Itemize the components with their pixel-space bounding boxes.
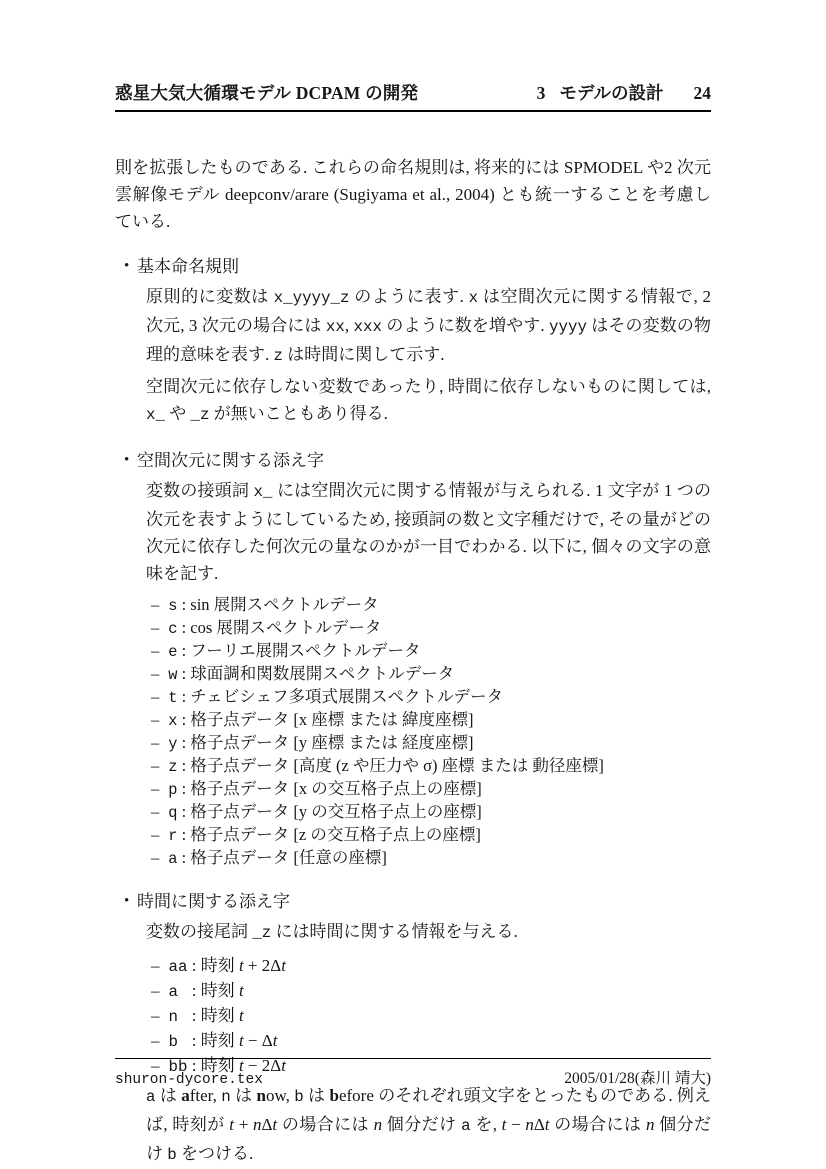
list-item bbox=[151, 617, 711, 640]
item-desc bbox=[190, 618, 381, 637]
dash-icon: – bbox=[151, 756, 160, 775]
bold-run: a bbox=[181, 1086, 190, 1105]
paragraph bbox=[146, 477, 711, 587]
text-run: cos 展開スペクトルデータ bbox=[190, 618, 382, 637]
list-item bbox=[151, 778, 711, 801]
code-run: b bbox=[294, 1088, 304, 1106]
item-key: x bbox=[168, 712, 178, 730]
code-run: x_ bbox=[146, 406, 165, 424]
code-run: _z bbox=[190, 406, 210, 424]
dash-icon: – bbox=[151, 1056, 160, 1075]
code-run: a bbox=[461, 1117, 471, 1135]
document-title: 惑星大気大循環モデル DCPAM の開発 bbox=[115, 83, 419, 103]
footer-rule bbox=[115, 1058, 711, 1059]
item-desc bbox=[190, 779, 482, 798]
math-run: n bbox=[645, 1115, 655, 1134]
text-run: 時刻 bbox=[200, 1006, 239, 1025]
item-desc bbox=[201, 956, 286, 975]
bullet-icon: • bbox=[124, 258, 130, 274]
item-key: w bbox=[168, 666, 178, 684]
list-item bbox=[151, 824, 711, 847]
text-run: 時刻 bbox=[200, 1031, 239, 1050]
text-run: 格子点データ [高度 (z や圧力や σ) 座標 または 動径座標] bbox=[190, 756, 604, 775]
text-run: 格子点データ [x の交互格子点上の座標] bbox=[190, 779, 482, 798]
item-key: c bbox=[168, 620, 178, 638]
text-run: はその変数の物理的意味を表す. bbox=[146, 316, 712, 364]
dash-icon: – bbox=[151, 825, 160, 844]
bullet-head bbox=[115, 447, 711, 474]
item-desc bbox=[190, 664, 454, 683]
item-desc bbox=[190, 825, 481, 844]
list-item bbox=[151, 801, 711, 824]
text-run: sin 展開スペクトルデータ bbox=[190, 595, 379, 614]
text-run: 個分だけ bbox=[382, 1115, 462, 1134]
item-desc bbox=[190, 802, 482, 821]
bullet-icon: • bbox=[124, 893, 130, 909]
math-run: n bbox=[525, 1115, 534, 1134]
item-key: b bbox=[168, 1033, 178, 1051]
dash-icon: – bbox=[151, 618, 160, 637]
text-run: 変数の接頭詞 bbox=[146, 481, 254, 500]
text-run: は bbox=[155, 1086, 182, 1105]
text-run: の場合には bbox=[277, 1115, 374, 1134]
text-run: は bbox=[230, 1086, 257, 1105]
text-run: を, bbox=[470, 1115, 502, 1134]
dash-icon: – bbox=[151, 1006, 160, 1025]
text-run: の場合には bbox=[549, 1115, 646, 1134]
math-run: t bbox=[238, 1056, 244, 1075]
dash-icon: – bbox=[151, 595, 160, 614]
item-desc bbox=[190, 733, 473, 752]
item-colon: : bbox=[187, 1056, 201, 1075]
item-key: e bbox=[168, 643, 178, 661]
text-run: 時刻 bbox=[200, 981, 239, 1000]
text-run: 時刻 bbox=[200, 1056, 239, 1075]
text-run: 格子点データ [x 座標 または 緯度座標] bbox=[190, 710, 474, 729]
item-key: aa bbox=[168, 958, 188, 976]
bullet-title: 空間次元に関する添え字 bbox=[137, 451, 324, 470]
item-desc bbox=[190, 710, 473, 729]
text-run: − Δ bbox=[243, 1031, 273, 1050]
text-run: , bbox=[344, 316, 354, 335]
text-run: 原則的に変数は bbox=[146, 287, 274, 306]
code-run: a bbox=[146, 1088, 156, 1106]
list-item bbox=[151, 686, 711, 709]
math-run: n bbox=[252, 1115, 262, 1134]
text-run: ow, bbox=[265, 1086, 295, 1105]
item-key: z bbox=[168, 758, 178, 776]
item-colon: : bbox=[177, 687, 191, 706]
text-run: 格子点データ [y の交互格子点上の座標] bbox=[190, 802, 482, 821]
list-item bbox=[151, 979, 711, 1004]
math-run: t bbox=[544, 1115, 550, 1134]
text-run: フーリエ展開スペクトルデータ bbox=[190, 641, 421, 660]
text-run: 格子点データ [z の交互格子点上の座標] bbox=[190, 825, 481, 844]
section-title: モデルの設計 bbox=[559, 83, 664, 103]
dash-icon: – bbox=[151, 848, 160, 867]
dash-icon: – bbox=[151, 664, 160, 683]
item-desc bbox=[190, 848, 387, 867]
bullet-item bbox=[115, 447, 711, 870]
text-run: 変数の接尾詞 bbox=[146, 922, 253, 941]
math-run: n bbox=[373, 1115, 383, 1134]
item-colon: : bbox=[177, 710, 191, 729]
bullet-head bbox=[115, 888, 711, 915]
item-desc bbox=[201, 1031, 278, 1050]
bullet-body bbox=[146, 283, 711, 429]
text-run: は空間次元に関する情報で, 2 次元, 3 次元の場合には bbox=[146, 287, 712, 335]
item-key: p bbox=[168, 781, 178, 799]
math-run: t bbox=[238, 956, 244, 975]
math-run: t bbox=[272, 1031, 278, 1050]
item-colon: : bbox=[177, 779, 191, 798]
text-run: 時刻 bbox=[200, 956, 239, 975]
item-desc bbox=[190, 641, 420, 660]
item-colon: : bbox=[177, 664, 191, 683]
text-run: fter, bbox=[189, 1086, 222, 1105]
item-desc bbox=[201, 1006, 244, 1025]
dash-icon: – bbox=[151, 710, 160, 729]
math-run: t bbox=[272, 1115, 278, 1134]
item-colon: : bbox=[187, 956, 201, 975]
text-run: が無いこともあり得る. bbox=[209, 404, 388, 423]
bullet-body bbox=[146, 918, 711, 1169]
page-number: 24 bbox=[693, 83, 711, 103]
bullet-title: 時間に関する添え字 bbox=[137, 892, 290, 911]
code-run: xx bbox=[325, 318, 345, 336]
text-run: efore のそれぞれ頭文字をとったものである. 例えば, 時刻が bbox=[146, 1086, 711, 1134]
math-run: t bbox=[281, 1056, 286, 1075]
item-key: n bbox=[168, 1008, 178, 1026]
item-desc bbox=[190, 756, 604, 775]
math-run: t bbox=[238, 1031, 244, 1050]
dash-icon: – bbox=[151, 956, 160, 975]
item-desc bbox=[201, 981, 244, 1000]
dash-icon: – bbox=[151, 981, 160, 1000]
item-key: t bbox=[168, 689, 178, 707]
dash-icon: – bbox=[151, 641, 160, 660]
code-run: xxx bbox=[353, 318, 382, 336]
bullet-head bbox=[115, 253, 711, 280]
text-run: チェビシェフ多項式展開スペクトルデータ bbox=[190, 687, 503, 706]
footer-date-author: 2005/01/28(森川 靖大) bbox=[564, 1070, 711, 1087]
page-footer bbox=[115, 1058, 711, 1088]
page-header bbox=[115, 82, 711, 104]
dash-icon: – bbox=[151, 733, 160, 752]
code-run: z bbox=[273, 347, 283, 365]
math-run: t bbox=[238, 1006, 244, 1025]
item-colon: : bbox=[177, 618, 191, 637]
code-run: x bbox=[468, 289, 479, 307]
text-run: − bbox=[506, 1115, 526, 1134]
list-item bbox=[151, 709, 711, 732]
text-run: をつける. bbox=[176, 1144, 254, 1163]
bold-run: n bbox=[256, 1086, 266, 1105]
bullet-body bbox=[146, 477, 711, 870]
item-colon: : bbox=[187, 1006, 201, 1025]
item-colon: : bbox=[177, 848, 191, 867]
item-key: r bbox=[168, 827, 178, 845]
text-run: + 2Δ bbox=[243, 956, 282, 975]
list-item bbox=[151, 640, 711, 663]
bullet-item bbox=[115, 253, 711, 429]
text-run: には時間に関する情報を与える. bbox=[271, 922, 518, 941]
item-colon: : bbox=[177, 595, 191, 614]
text-run: 則を拡張したものである. これらの命名規則は, 将来的には SPMODEL や2 次元雲解像モデル deepconv/arare (Sugiyama et al., 2004) とも統一することを考慮している. bbox=[115, 158, 711, 231]
item-key: a bbox=[168, 850, 178, 868]
bullet-icon: • bbox=[124, 452, 130, 468]
item-key: q bbox=[168, 804, 178, 822]
text-run: のように表す. bbox=[349, 287, 469, 306]
text-run: − 2Δ bbox=[243, 1056, 282, 1075]
text-run: には空間次元に関する情報が与えられる. 1 文字が 1 つの次元を表すようにしているため, 接頭詞の数と文字種だけで, その量がどの次元に依存した何次元の量なのかが一目でわかる. 以下に, 個々の文字の意味を記す. bbox=[146, 481, 712, 583]
header-right bbox=[537, 82, 711, 104]
item-key: bb bbox=[168, 1058, 188, 1076]
text-run: や bbox=[164, 404, 191, 423]
paragraph bbox=[146, 918, 711, 947]
list-item bbox=[151, 1004, 711, 1029]
item-colon: : bbox=[177, 825, 191, 844]
code-run: yyyy bbox=[549, 318, 587, 336]
list-item bbox=[151, 663, 711, 686]
dash-icon: – bbox=[151, 687, 160, 706]
list-item bbox=[151, 732, 711, 755]
code-run: n bbox=[221, 1088, 231, 1106]
dash-list bbox=[146, 594, 711, 870]
math-run: t bbox=[229, 1115, 235, 1134]
footer-row bbox=[115, 1066, 711, 1088]
math-run: t bbox=[501, 1115, 507, 1134]
item-colon: : bbox=[177, 756, 191, 775]
item-colon: : bbox=[187, 1031, 201, 1050]
list-item bbox=[151, 594, 711, 617]
item-colon: : bbox=[177, 802, 191, 821]
item-key: s bbox=[168, 597, 178, 615]
math-run: t bbox=[281, 956, 286, 975]
paragraph bbox=[146, 1082, 711, 1169]
item-colon: : bbox=[177, 641, 191, 660]
text-run: 格子点データ [任意の座標] bbox=[190, 848, 387, 867]
list-item bbox=[151, 755, 711, 778]
bold-run: b bbox=[329, 1086, 339, 1105]
item-colon: : bbox=[187, 981, 201, 1000]
dash-icon: – bbox=[151, 802, 160, 821]
item-colon: : bbox=[177, 733, 191, 752]
bullet-list bbox=[115, 253, 711, 1169]
code-run: x_yyyy_z bbox=[273, 289, 350, 307]
code-run: b bbox=[167, 1146, 177, 1164]
item-desc bbox=[190, 595, 378, 614]
intro-paragraph bbox=[115, 154, 711, 235]
paragraph bbox=[146, 373, 711, 429]
dash-icon: – bbox=[151, 1031, 160, 1050]
code-run: x_ bbox=[253, 483, 273, 501]
text-run: 格子点データ [y 座標 または 経度座標] bbox=[190, 733, 474, 752]
list-item bbox=[151, 847, 711, 870]
section-number: 3 bbox=[536, 83, 546, 103]
text-run: Δ bbox=[261, 1115, 273, 1134]
list-item bbox=[151, 1029, 711, 1054]
text-run: + bbox=[234, 1115, 253, 1134]
item-key: y bbox=[168, 735, 178, 753]
code-run: _z bbox=[252, 924, 272, 942]
list-item bbox=[151, 954, 711, 979]
text-run: 空間次元に依存しない変数であったり, 時間に依存しないものに関しては, bbox=[146, 377, 711, 396]
text-run: のように数を増やす. bbox=[381, 316, 550, 335]
dash-icon: – bbox=[151, 779, 160, 798]
page-content bbox=[115, 82, 711, 1169]
text-run: 個分だけ bbox=[146, 1115, 712, 1163]
text-run: は bbox=[303, 1086, 330, 1105]
bullet-item bbox=[115, 888, 711, 1169]
header-rule bbox=[115, 110, 711, 112]
item-key: a bbox=[168, 983, 178, 1001]
text-run: は時間に関して示す. bbox=[282, 345, 445, 364]
footer-filename: shuron-dycore.tex bbox=[115, 1072, 263, 1088]
paragraph bbox=[146, 283, 711, 370]
text-run: Δ bbox=[533, 1115, 545, 1134]
text-run: 球面調和関数展開スペクトルデータ bbox=[190, 664, 455, 683]
math-run: t bbox=[238, 981, 244, 1000]
bullet-title: 基本命名規則 bbox=[137, 257, 239, 276]
item-desc bbox=[190, 687, 503, 706]
